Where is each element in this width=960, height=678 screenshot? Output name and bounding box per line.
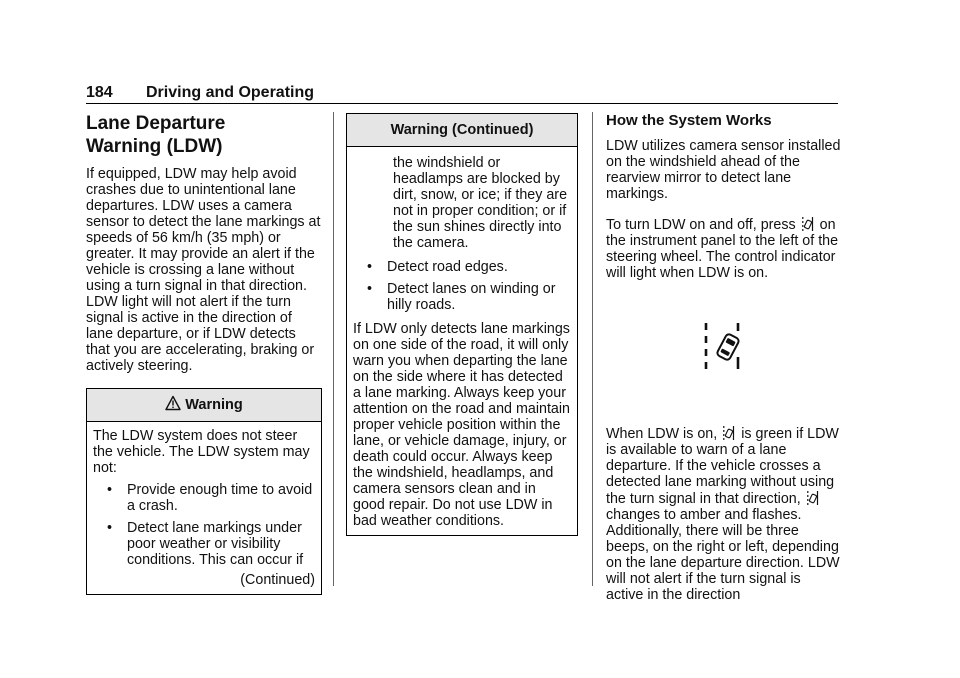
system-paragraph-1: LDW utilizes camera sensor installed on the windshield ahead of the rearview mirror to detect lane markings. bbox=[606, 138, 841, 202]
list-item: • Detect lanes on winding or hilly roads. bbox=[367, 281, 556, 313]
column-divider bbox=[592, 112, 593, 586]
warning-continued-body bbox=[347, 147, 577, 535]
warning-continued-heading: Warning (Continued) bbox=[347, 114, 577, 147]
warning-box bbox=[86, 388, 322, 595]
page-header bbox=[86, 83, 838, 103]
warning-continued-box bbox=[346, 113, 578, 536]
warning-after-text: If LDW only detects lane markings on one side of the road, it will only warn you when departing the lane on the side where it has detected a lane marking. Always keep your attention on the road and maintain proper vehicle position within the lane, or vehicle damage, injury, or death could occur. Always keep the windshield, headlamps, and camera sensors clean and in good repair. Do not use LDW in bad weather conditions. bbox=[353, 321, 570, 529]
list-item: • Detect lane markings under poor weather or visibility conditions. This can occur if bbox=[107, 520, 304, 568]
system-paragraph-3: When LDW is on, is green if LDW is available to warn of a lane departure. If the vehicle crosses a detected lane marking without using the turn signal in that direction, changes to amber and flashes. Additionally, there will be three beeps, on the right or left, depending on the lane departure direction. LDW will not alert if the turn signal is active in the direction bbox=[606, 426, 840, 603]
lane-departure-icon bbox=[723, 425, 735, 441]
warning-bullet-list bbox=[353, 259, 571, 313]
warning-body bbox=[87, 422, 321, 594]
lane-departure-icon bbox=[807, 490, 819, 506]
warning-bullet-list bbox=[93, 482, 315, 568]
column-divider bbox=[333, 112, 334, 586]
lane-departure-icon bbox=[704, 321, 744, 371]
system-paragraph-2: To turn LDW on and off, press on the instrument panel to the left of the steering wheel. The control indicator will light when LDW is on. bbox=[606, 217, 839, 281]
list-item: • Detect road edges. bbox=[367, 259, 508, 275]
header-rule bbox=[86, 103, 838, 104]
intro-paragraph: If equipped, LDW may help avoid crashes due to unintentional lane departures. LDW uses a camera sensor to detect the lane markings at speeds of 56 km/h (35 mph) or greater. It may provide an alert if the vehicle is crossing a lane without using a turn signal in that direction. LDW light will not alert if the turn signal is active in the direction of lane departure, or if LDW detects that you are accelerating, braking or actively steering. bbox=[86, 166, 321, 374]
warning-text: The LDW system does not steer the vehicle. The LDW system may not: bbox=[93, 428, 310, 476]
continued-label: (Continued) bbox=[240, 572, 315, 588]
warning-heading: Warning bbox=[87, 389, 321, 422]
page-title: Lane Departure Warning (LDW) bbox=[86, 113, 226, 157]
column-3 bbox=[606, 112, 841, 603]
warning-continued-text: the windshield or headlamps are blocked by dirt, snow, or ice; if they are not in proper condition; or if the sun shines directly into the camera. bbox=[393, 155, 568, 251]
lane-departure-icon bbox=[802, 216, 814, 232]
column-1 bbox=[86, 112, 322, 595]
list-item: • Provide enough time to avoid a crash. bbox=[107, 482, 313, 514]
page-number: 184 bbox=[86, 84, 113, 101]
warning-triangle-icon bbox=[165, 395, 181, 411]
section-heading: How the System Works bbox=[606, 112, 772, 129]
section-title: Driving and Operating bbox=[146, 84, 315, 101]
column-2 bbox=[346, 113, 578, 536]
